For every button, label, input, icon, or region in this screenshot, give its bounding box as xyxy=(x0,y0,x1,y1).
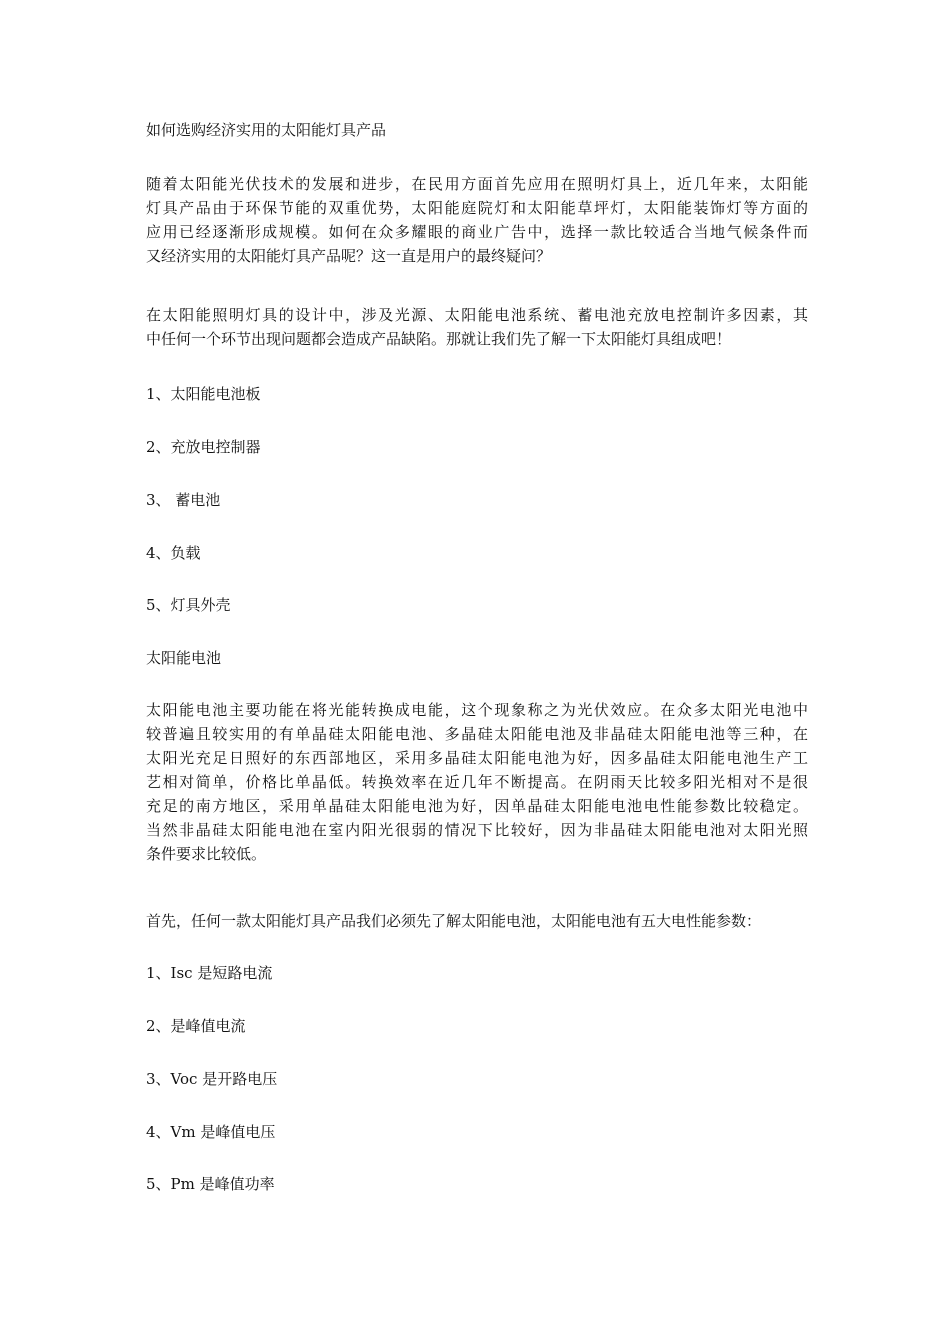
parameter-item: 5、Pm 是峰值功率 xyxy=(146,1175,275,1193)
parameter-item: 4、Vm 是峰值电压 xyxy=(146,1123,276,1141)
component-item: 4、负载 xyxy=(146,544,201,562)
design-paragraph xyxy=(146,303,808,351)
intro-paragraph xyxy=(146,172,808,268)
solar-cell-paragraph xyxy=(146,698,808,866)
solar-cell-line: 当然非晶硅太阳能电池在室内阳光很弱的情况下比较好，因为非晶硅太阳能电池对太阳光照 xyxy=(146,821,808,839)
solar-cell-line: 艺相对简单，价格比单晶低。转换效率在近几年不断提高。在阴雨天比较多阳光相对不是很 xyxy=(146,773,808,791)
solar-cell-line: 太阳能电池主要功能在将光能转换成电能，这个现象称之为光伏效应。在众多太阳光电池中 xyxy=(146,701,808,719)
solar-cell-line: 较普遍且较实用的有单晶硅太阳能电池、多晶硅太阳能电池及非晶硅太阳能电池等三种，在 xyxy=(146,725,808,743)
intro-line: 又经济实用的太阳能灯具产品呢？这一直是用户的最终疑问？ xyxy=(146,247,552,265)
component-item: 2、充放电控制器 xyxy=(146,438,261,456)
solar-cell-line: 充足的南方地区，采用单晶硅太阳能电池为好，因单晶硅太阳能电池电性能参数比较稳定。 xyxy=(146,797,808,815)
solar-cell-line: 太阳光充足日照好的东西部地区，采用多晶硅太阳能电池为好，因多晶硅太阳能电池生产工 xyxy=(146,749,808,767)
component-item: 3、 蓄电池 xyxy=(146,491,221,509)
intro-line: 随着太阳能光伏技术的发展和进步，在民用方面首先应用在照明灯具上，近几年来，太阳能 xyxy=(146,175,808,193)
parameter-item: 2、是峰值电流 xyxy=(146,1017,246,1035)
parameter-item: 3、Voc 是开路电压 xyxy=(146,1070,278,1088)
design-line: 中任何一个环节出现问题都会造成产品缺陷。那就让我们先了解一下太阳能灯具组成吧！ xyxy=(146,330,732,348)
section-heading: 太阳能电池 xyxy=(146,649,222,667)
document-title: 如何选购经济实用的太阳能灯具产品 xyxy=(146,121,387,139)
design-line: 在太阳能照明灯具的设计中，涉及光源、太阳能电池系统、蓄电池充放电控制许多因素，其 xyxy=(146,306,808,324)
solar-cell-line: 条件要求比较低。 xyxy=(146,845,267,863)
parameters-intro: 首先，任何一款太阳能灯具产品我们必须先了解太阳能电池，太阳能电池有五大电性能参数： xyxy=(146,912,762,930)
parameter-item: 1、Isc 是短路电流 xyxy=(146,964,273,982)
document-page xyxy=(146,0,808,1344)
intro-line: 应用已经逐渐形成规模。如何在众多耀眼的商业广告中，选择一款比较适合当地气候条件而 xyxy=(146,223,808,241)
component-item: 5、灯具外壳 xyxy=(146,596,231,614)
component-item: 1、太阳能电池板 xyxy=(146,385,261,403)
intro-line: 灯具产品由于环保节能的双重优势，太阳能庭院灯和太阳能草坪灯，太阳能装饰灯等方面的 xyxy=(146,199,808,217)
